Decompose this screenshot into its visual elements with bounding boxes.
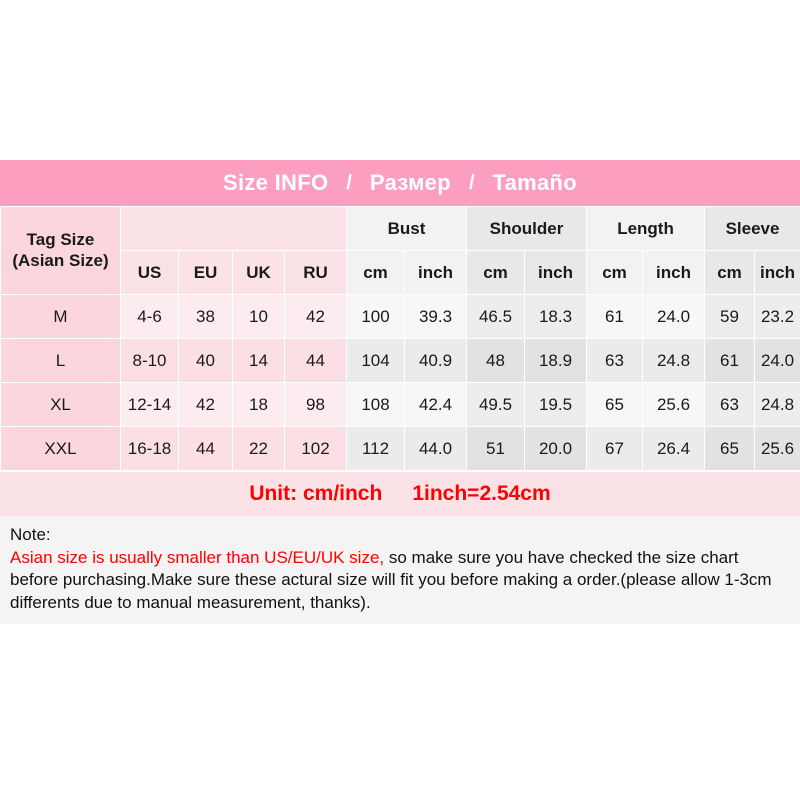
sleeve-header: Sleeve bbox=[705, 207, 800, 251]
table-row bbox=[1, 295, 800, 339]
row-eu: 40 bbox=[179, 339, 233, 383]
row-us: 16-18 bbox=[121, 427, 179, 471]
bust-inch-header: inch bbox=[405, 251, 467, 295]
row-sleeve-inch: 24.8 bbox=[755, 383, 800, 427]
row-uk: 18 bbox=[233, 383, 285, 427]
row-sleeve-cm: 59 bbox=[705, 295, 755, 339]
shoulder-inch-header: inch bbox=[525, 251, 587, 295]
row-bust-cm: 104 bbox=[347, 339, 405, 383]
shoulder-cm-header: cm bbox=[467, 251, 525, 295]
row-sleeve-cm: 63 bbox=[705, 383, 755, 427]
unit-text: Unit: cm/inch bbox=[249, 482, 383, 505]
row-bust-cm: 108 bbox=[347, 383, 405, 427]
note-warning-text: Asian size is usually smaller than US/EU/UK size, bbox=[10, 547, 385, 567]
row-eu: 44 bbox=[179, 427, 233, 471]
row-us: 8-10 bbox=[121, 339, 179, 383]
row-length-cm: 67 bbox=[587, 427, 643, 471]
uk-header: UK bbox=[233, 251, 285, 295]
row-shoulder-cm: 48 bbox=[467, 339, 525, 383]
row-size-label: M bbox=[1, 295, 121, 339]
length-cm-header: cm bbox=[587, 251, 643, 295]
note-body-text: so make sure you have checked the size chart before purchasing.Make sure these actural size will fit you before making a order.(please allow 1-3cm differents due to manual measurement, thanks). bbox=[10, 547, 772, 612]
us-header: US bbox=[121, 251, 179, 295]
row-shoulder-cm: 46.5 bbox=[467, 295, 525, 339]
sleeve-cm-header: cm bbox=[705, 251, 755, 295]
length-header: Length bbox=[587, 207, 705, 251]
row-us: 4-6 bbox=[121, 295, 179, 339]
title-size-info-spanish: Tamaño bbox=[492, 170, 578, 195]
row-bust-cm: 112 bbox=[347, 427, 405, 471]
row-us: 12-14 bbox=[121, 383, 179, 427]
unit-conversion-text: 1inch=2.54cm bbox=[412, 482, 551, 505]
row-shoulder-inch: 18.9 bbox=[525, 339, 587, 383]
size-info-title-bar bbox=[0, 160, 800, 206]
size-chart bbox=[0, 160, 800, 624]
table-row bbox=[1, 339, 800, 383]
row-shoulder-inch: 20.0 bbox=[525, 427, 587, 471]
eu-header: EU bbox=[179, 251, 233, 295]
unit-bar bbox=[0, 471, 800, 516]
row-length-inch: 24.0 bbox=[643, 295, 705, 339]
title-size-info: Size INFO bbox=[222, 170, 329, 195]
title-separator-2: / bbox=[468, 171, 475, 194]
row-ru: 98 bbox=[285, 383, 347, 427]
table-row bbox=[1, 383, 800, 427]
row-bust-inch: 42.4 bbox=[405, 383, 467, 427]
row-ru: 44 bbox=[285, 339, 347, 383]
length-inch-header: inch bbox=[643, 251, 705, 295]
note-section bbox=[0, 516, 800, 624]
row-shoulder-cm: 51 bbox=[467, 427, 525, 471]
row-shoulder-inch: 18.3 bbox=[525, 295, 587, 339]
table-header-group-row bbox=[1, 207, 800, 251]
title-separator-1: / bbox=[346, 171, 352, 194]
row-length-inch: 24.8 bbox=[643, 339, 705, 383]
ru-header: RU bbox=[285, 251, 347, 295]
row-length-inch: 25.6 bbox=[643, 383, 705, 427]
row-sleeve-inch: 23.2 bbox=[755, 295, 800, 339]
row-sleeve-inch: 25.6 bbox=[755, 427, 800, 471]
row-length-cm: 61 bbox=[587, 295, 643, 339]
row-uk: 14 bbox=[233, 339, 285, 383]
tag-size-header: Tag Size (Asian Size) bbox=[1, 207, 121, 295]
table-header-sub-row bbox=[1, 251, 800, 295]
row-sleeve-inch: 24.0 bbox=[755, 339, 800, 383]
row-shoulder-inch: 19.5 bbox=[525, 383, 587, 427]
row-sleeve-cm: 61 bbox=[705, 339, 755, 383]
title-size-info-russian: Размер bbox=[369, 170, 451, 195]
row-size-label: XL bbox=[1, 383, 121, 427]
row-length-cm: 63 bbox=[587, 339, 643, 383]
row-ru: 102 bbox=[285, 427, 347, 471]
row-uk: 10 bbox=[233, 295, 285, 339]
row-length-inch: 26.4 bbox=[643, 427, 705, 471]
row-size-label: L bbox=[1, 339, 121, 383]
size-table bbox=[0, 206, 800, 471]
row-ru: 42 bbox=[285, 295, 347, 339]
row-size-label: XXL bbox=[1, 427, 121, 471]
row-eu: 42 bbox=[179, 383, 233, 427]
bust-cm-header: cm bbox=[347, 251, 405, 295]
note-label: Note: bbox=[10, 525, 51, 544]
shoulder-header: Shoulder bbox=[467, 207, 587, 251]
row-sleeve-cm: 65 bbox=[705, 427, 755, 471]
row-length-cm: 65 bbox=[587, 383, 643, 427]
row-eu: 38 bbox=[179, 295, 233, 339]
row-uk: 22 bbox=[233, 427, 285, 471]
bust-header: Bust bbox=[347, 207, 467, 251]
row-bust-cm: 100 bbox=[347, 295, 405, 339]
row-bust-inch: 39.3 bbox=[405, 295, 467, 339]
row-bust-inch: 40.9 bbox=[405, 339, 467, 383]
table-row bbox=[1, 427, 800, 471]
row-bust-inch: 44.0 bbox=[405, 427, 467, 471]
row-shoulder-cm: 49.5 bbox=[467, 383, 525, 427]
sleeve-inch-header: inch bbox=[755, 251, 800, 295]
region-group-blank bbox=[121, 207, 347, 251]
